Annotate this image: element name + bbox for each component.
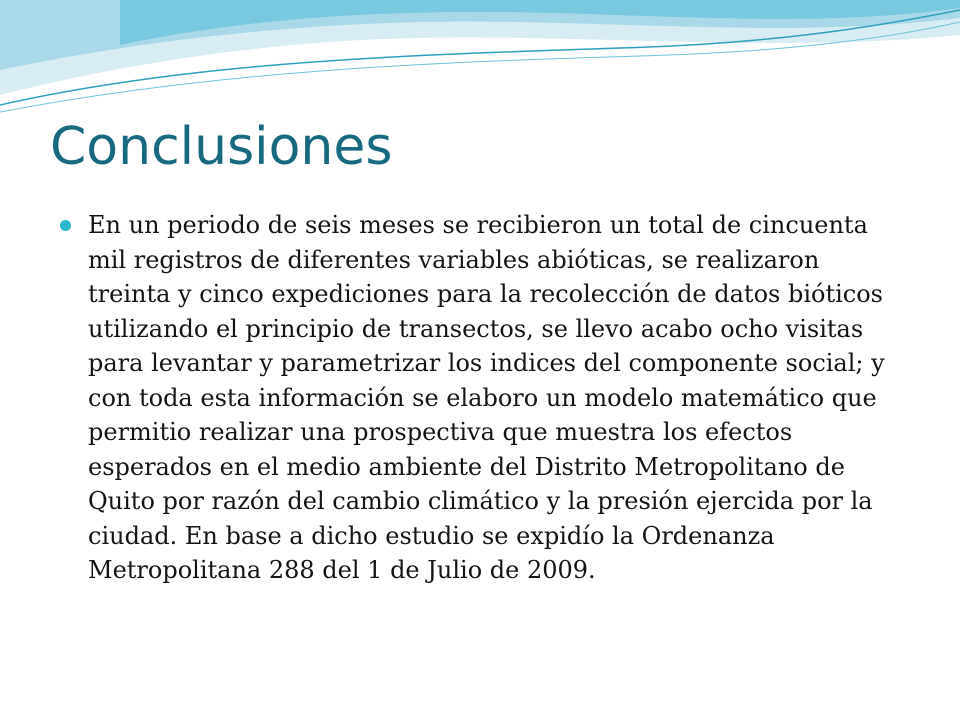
wave-header-decoration (0, 0, 960, 130)
bullet-list (60, 208, 900, 588)
slide-title: Conclusiones (50, 117, 393, 177)
bullet-icon (60, 220, 71, 231)
list-item (60, 208, 900, 588)
bullet-text: En un periodo de seis meses se recibieron un total de cincuenta mil registros de diferentes variables abióticas, se realizaron treinta y cinco expediciones para la recolección de datos bióticos utilizando el principio de transectos, se llevo acabo ocho visitas para levantar y parametrizar los indices del componente social; y con toda esta información se elaboro un modelo matemático que permitio realizar una prospectiva que muestra los efectos esperados en el medio ambiente del Distrito Metropolitano de Quito por razón del cambio climático y la presión ejercida por la ciudad. En base a dicho estudio se expidío la Ordenanza Metropolitana 288 del 1 de Julio de 2009. (88, 211, 885, 584)
